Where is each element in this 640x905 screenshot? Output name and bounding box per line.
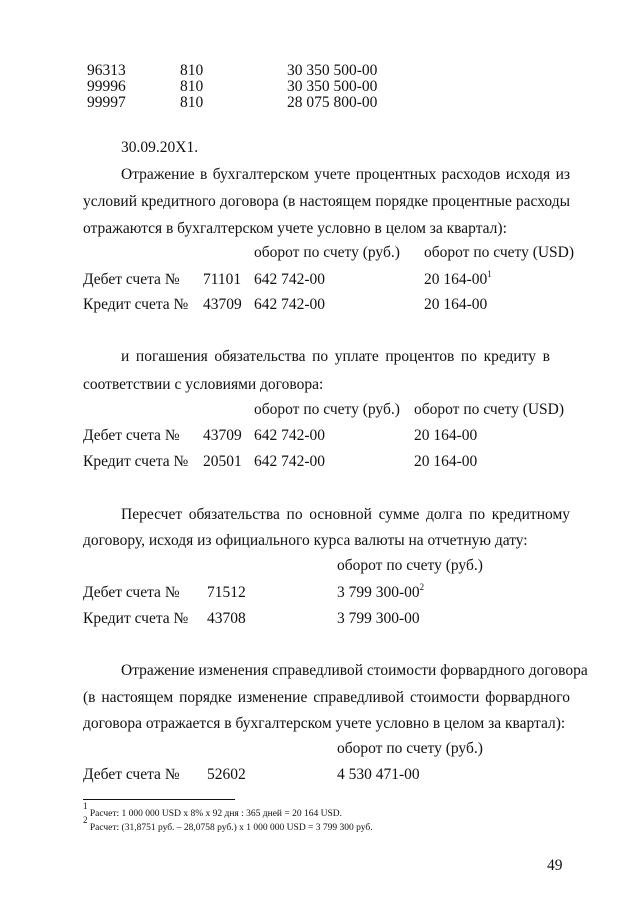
debit-label: Дебет счета №: [83, 271, 180, 288]
paragraph-line: отражаются в бухгалтерском учете условно в целом за квартал):: [83, 220, 507, 237]
footnote-mark: 2: [83, 815, 88, 825]
credit-account: 43708: [207, 610, 246, 627]
paragraph-line: условий кредитного договора (в настоящем порядке процентные расходы: [83, 193, 570, 210]
credit-usd: 20 164-00: [414, 453, 478, 470]
footnote: $^1$ Расчет: 1 000 000 USD x 8% x 92 дня : 365 дней = 20 164 USD.: [83, 801, 342, 819]
credit-label: Кредит счета №: [83, 453, 189, 470]
paragraph-line: соответствии с условиями договора:: [83, 376, 324, 393]
header-usd: оборот по счету (USD): [424, 244, 575, 261]
footnote-ref: 2: [419, 582, 425, 592]
currency-code: 810: [180, 62, 204, 79]
paragraph-line: Отражение в бухгалтерском учете процентных расходов исходя из: [121, 166, 570, 183]
debit-account: 71101: [203, 271, 242, 288]
account-number: 96313: [87, 62, 126, 79]
paragraph-line: (в настоящем порядке изменение справедливой стоимости форвардного: [83, 689, 570, 706]
header-rub: оборот по счету (руб.): [254, 401, 400, 418]
footnote-separator: [83, 799, 235, 800]
currency-code: 810: [180, 94, 204, 111]
amount: 30 350 500-00: [287, 78, 378, 95]
currency-code: 810: [180, 78, 204, 95]
debit-rub: 4 530 471-00: [337, 766, 420, 783]
header-usd: оборот по счету (USD): [414, 401, 565, 418]
paragraph-line: и погашения обязательства по уплате процентов по кредиту в: [121, 348, 550, 365]
amount: 30 350 500-00: [287, 62, 378, 79]
debit-label: Дебет счета №: [83, 766, 180, 783]
paragraph-line: Отражение изменения справедливой стоимости форвардного договора: [121, 662, 588, 679]
credit-label: Кредит счета №: [83, 610, 189, 627]
credit-account: 43709: [203, 296, 242, 313]
credit-rub: 3 799 300-00: [337, 610, 420, 627]
debit-account: 71512: [207, 584, 246, 601]
credit-account: 20501: [203, 453, 242, 470]
debit-rub: 642 742-00: [254, 427, 326, 444]
debit-rub: 3 799 $300-00^2$: [337, 582, 425, 601]
debit-usd: 20 $164-00^1$: [424, 269, 492, 288]
page-number: 49: [547, 857, 563, 874]
date-heading: 30.09.20X1.: [121, 139, 199, 156]
paragraph-line: Пересчет обязательства по основной сумме долга по кредитному: [121, 506, 570, 523]
credit-rub: 642 742-00: [254, 296, 326, 313]
header-rub: оборот по счету (руб.): [254, 244, 400, 261]
debit-usd: 20 164-00: [414, 427, 478, 444]
debit-account: 43709: [203, 427, 242, 444]
header-rub: оборот по счету (руб.): [337, 557, 483, 574]
paragraph-line: договора отражается в бухгалтерском учете условно в целом за квартал):: [83, 715, 566, 732]
footnote-ref: 1: [487, 269, 492, 279]
credit-usd: 20 164-00: [424, 296, 488, 313]
header-rub: оборот по счету (руб.): [337, 740, 483, 757]
paragraph-line: договору, исходя из официального курса валюты на отчетную дату:: [83, 532, 528, 549]
footnote-mark: 1: [83, 801, 88, 811]
debit-rub: 642 742-00: [254, 271, 326, 288]
debit-label: Дебет счета №: [83, 427, 180, 444]
debit-label: Дебет счета №: [83, 584, 180, 601]
account-number: 99997: [87, 94, 126, 111]
footnote: $^2$ Расчет: (31,8751 руб. – 28,0758 руб.) x 1 000 000 USD = 3 799 300 руб.: [83, 815, 373, 833]
credit-rub: 642 742-00: [254, 453, 326, 470]
debit-account: 52602: [207, 766, 246, 783]
account-number: 99996: [87, 78, 126, 95]
credit-label: Кредит счета №: [83, 296, 189, 313]
amount: 28 075 800-00: [287, 94, 378, 111]
